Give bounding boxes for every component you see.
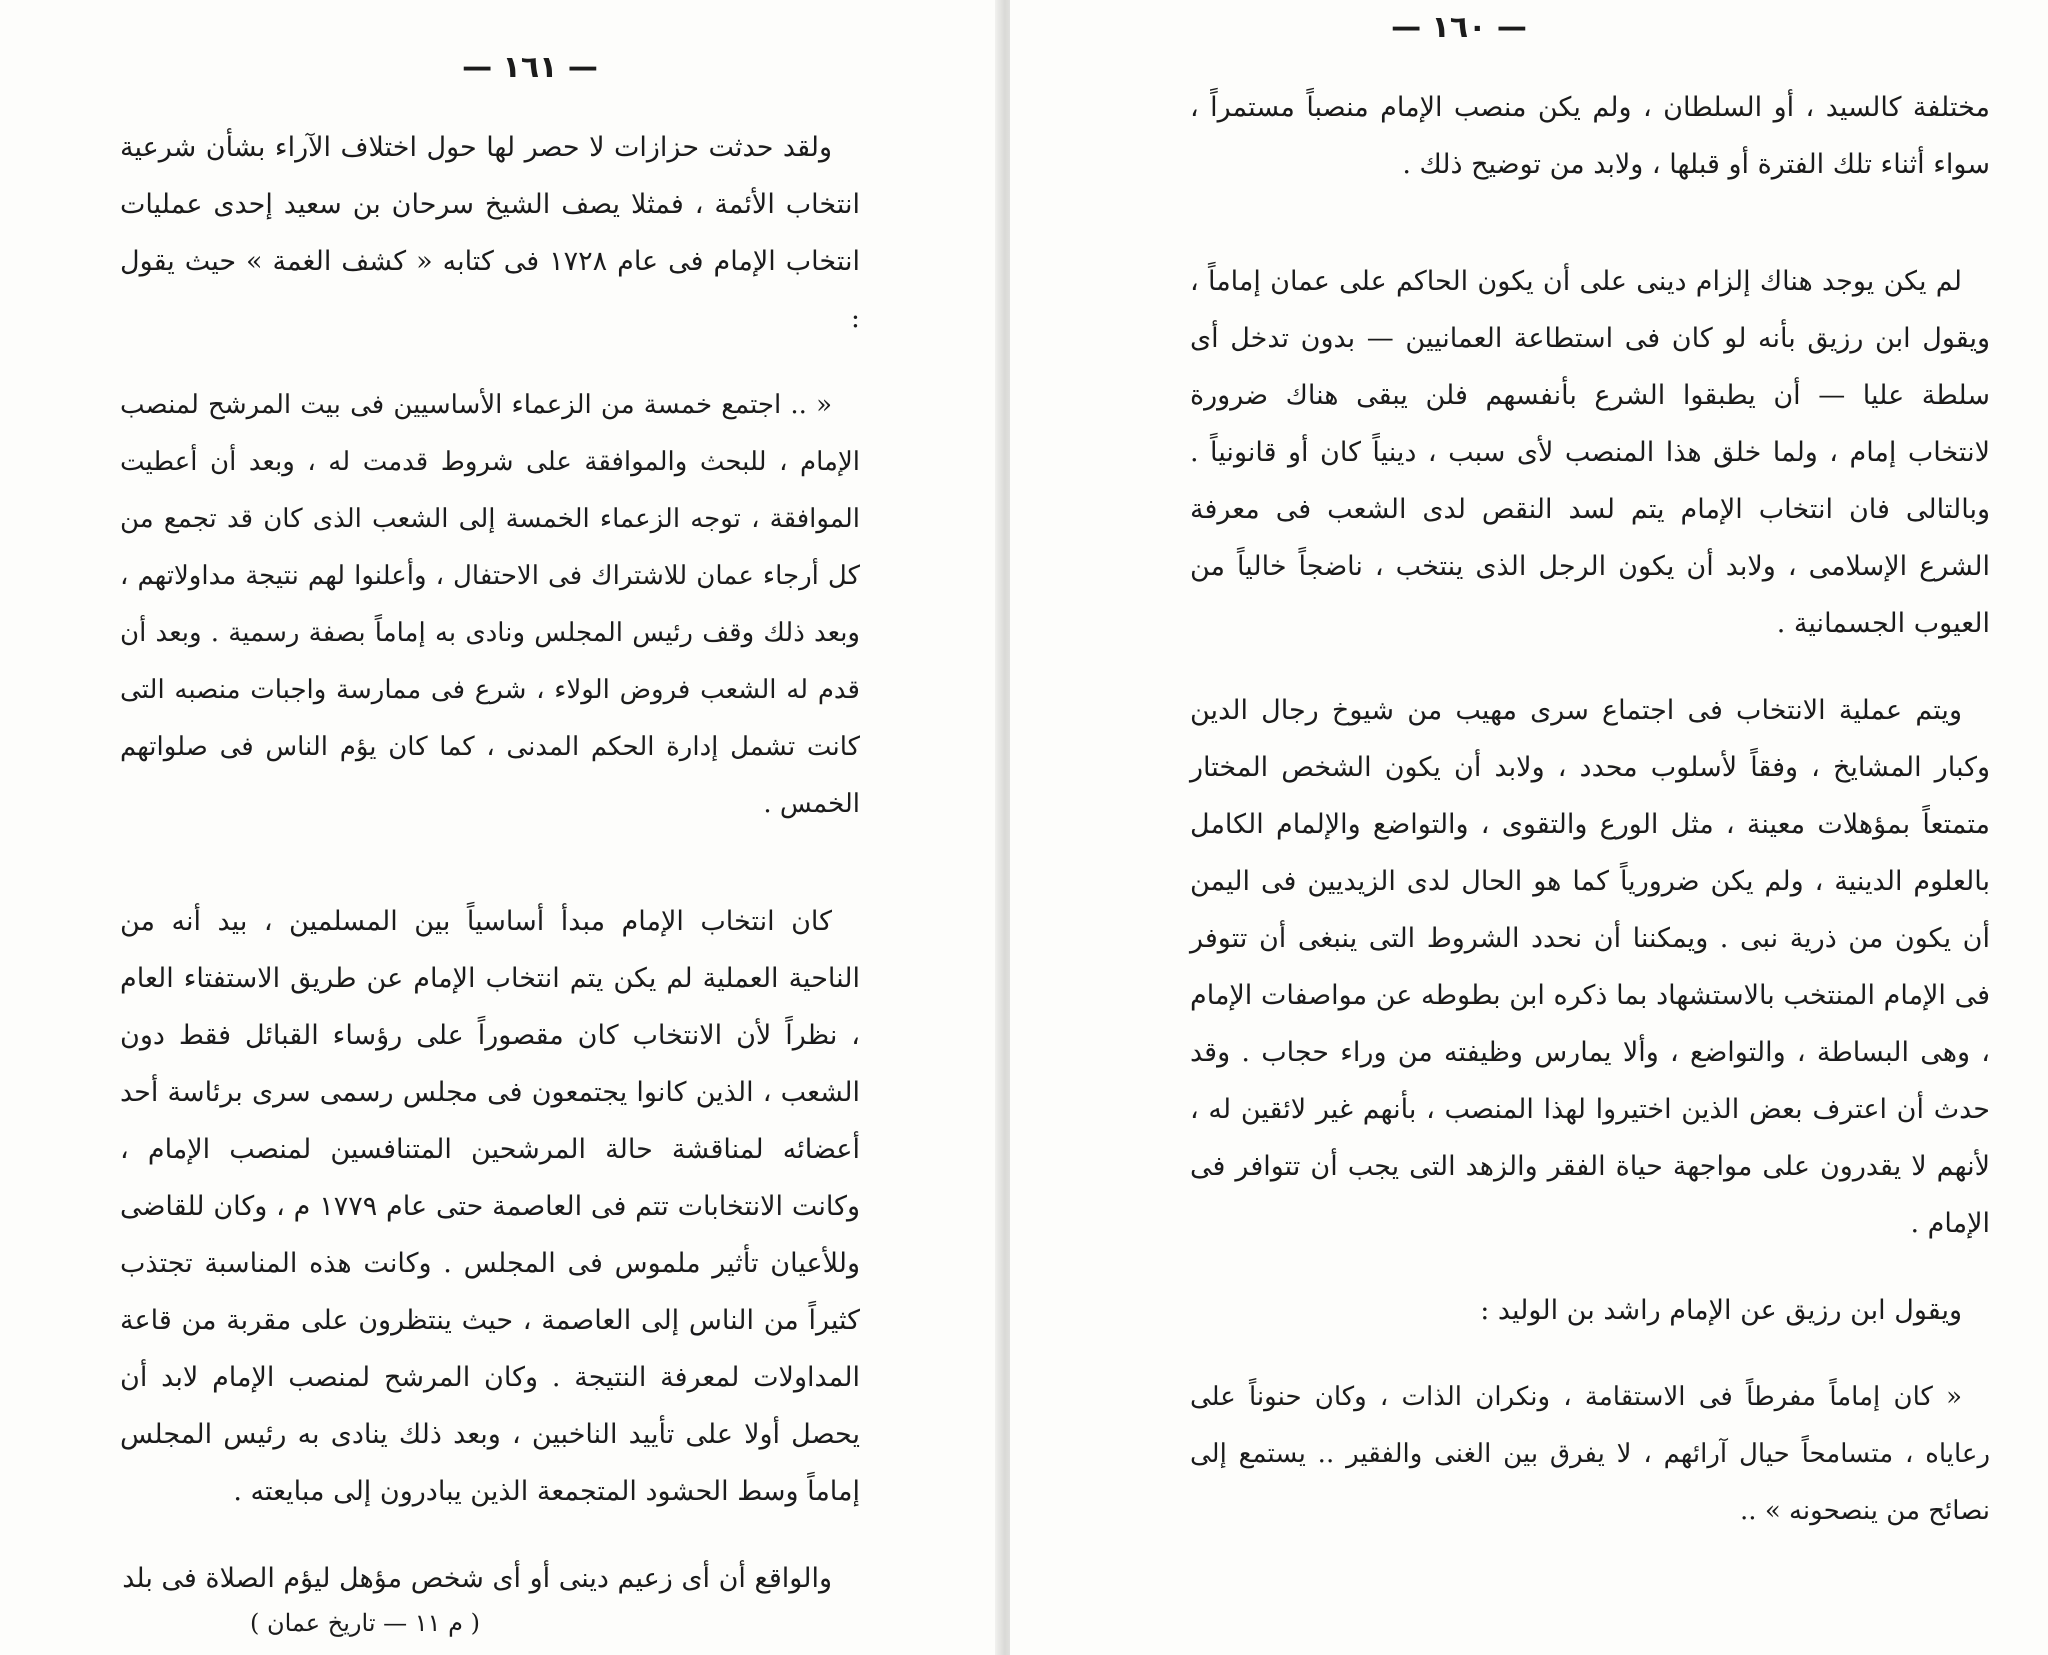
quotation: « كان إماماً مفرطاً فى الاستقامة ، ونكران الذات ، وكان حنوناً على رعاياه ، متسامحاً حيال آرائهم ، لا يفرق بين الغنى والفقير .. يستمع إلى نصائح من ينصحونه » ..: [1190, 1382, 1990, 1526]
page-body: [1190, 79, 1990, 1540]
page-number: — ١٦١ —: [462, 50, 598, 85]
paragraph: والواقع أن أى زعيم دينى أو أى شخص مؤهل ليؤم الصلاة فى بلد: [122, 1563, 832, 1594]
paragraph: ويتم عملية الانتخاب فى اجتماع سرى مهيب من شيوخ رجال الدين وكبار المشايخ ، وفقاً لأسلوب محدد ، ولابد أن يكون الشخص المختار متمتعاً بمؤهلات معينة ، مثل الورع والتقوى ، والتواضع والإلمام الكامل بالعلوم الدينية ، ولم يكن ضرورياً كما هو الحال لدى الزيديين فى اليمن أن يكون من ذرية نبى . ويمكننا أن نحدد الشروط التى ينبغى أن تتوفر فى الإمام المنتخب بالاستشهاد بما ذكره ابن بطوطه عن مواصفات الإمام ، وهى البساطة ، والتواضع ، وألا يمارس وظيفته من وراء حجاب . وقد حدث أن اعترف بعض الذين اختيروا لهذا المنصب ، بأنهم غير لائقين له ، لأنهم لا يقدرون على مواجهة حياة الفقر والزهد التى يجب أن تتوافر فى الإمام .: [1190, 695, 1990, 1239]
paragraph: مختلفة كالسيد ، أو السلطان ، ولم يكن منصب الإمام منصباً مستمراً ، سواء أثناء تلك الفترة أو قبلها ، ولابد من توضيح ذلك .: [1190, 92, 1990, 180]
paragraph: كان انتخاب الإمام مبدأ أساسياً بين المسلمين ، بيد أنه من الناحية العملية لم يكن يتم انتخاب الإمام عن طريق الاستفتاء العام ، نظراً لأن الانتخاب كان مقصوراً على رؤساء القبائل فقط دون الشعب ، الذين كانوا يجتمعون فى مجلس رسمى سرى برئاسة أحد أعضائه لمناقشة حالة المرشحين المتنافسين لمنصب الإمام ، وكانت الانتخابات تتم فى العاصمة حتى عام ١٧٧٩ م ، وكان للقاضى وللأعيان تأثير ملموس فى المجلس . وكانت هذه المناسبة تجتذب كثيراً من الناس إلى العاصمة ، حيث ينتظرون على مقربة من قاعة المداولات لمعرفة النتيجة . وكان المرشح لمنصب الإمام لابد أن يحصل أولا على تأييد الناخبين ، وبعد ذلك ينادى به رئيس المجلس إماماً وسط الحشود المتجمعة الذين يبادرون إلى مبايعته .: [120, 906, 860, 1507]
page-footer: ( م ١١ — تاريخ عمان ): [250, 1609, 481, 1637]
right-page: [1010, 0, 2048, 1655]
paragraph: ويقول ابن رزيق عن الإمام راشد بن الوليد :: [1480, 1295, 1962, 1326]
page-number: — ١٦٠ —: [1391, 10, 1527, 45]
left-page: [0, 0, 1000, 1655]
paragraph: لم يكن يوجد هناك إلزام دينى على أن يكون الحاكم على عمان إماماً ، ويقول ابن رزيق بأنه لو كان فى استطاعة العمانيين — بدون تدخل أى سلطة عليا — أن يطبقوا الشرع بأنفسهم فلن يبقى هناك ضرورة لانتخاب إمام ، ولما خلق هذا المنصب لأى سبب ، دينياً كان أو قانونياً . وبالتالى فان انتخاب الإمام يتم لسد النقص لدى الشعب فى معرفة الشرع الإسلامى ، ولابد أن يكون الرجل الذى ينتخب ، ناضجاً خالياً من العيوب الجسمانية .: [1190, 266, 1990, 639]
page-body: [120, 119, 860, 1607]
paragraph: ولقد حدثت حزازات لا حصر لها حول اختلاف الآراء بشأن شرعية انتخاب الأئمة ، فمثلا يصف الشيخ سرحان بن سعيد إحدى عمليات انتخاب الإمام فى عام ١٧٢٨ فى كتابه « كشف الغمة » حيث يقول :: [120, 132, 860, 334]
quotation: « .. اجتمع خمسة من الزعماء الأساسيين فى بيت المرشح لمنصب الإمام ، للبحث والموافقة على شروط قدمت له ، وبعد أن أعطيت الموافقة ، توجه الزعماء الخمسة إلى الشعب الذى كان قد تجمع من كل أرجاء عمان للاشتراك فى الاحتفال ، وأعلنوا لهم نتيجة مداولاتهم ، وبعد ذلك وقف رئيس المجلس ونادى به إماماً بصفة رسمية . وبعد أن قدم له الشعب فروض الولاء ، شرع فى ممارسة واجبات منصبه التى كانت تشمل إدارة الحكم المدنى ، كما كان يؤم الناس فى صلواتهم الخمس .: [120, 390, 860, 819]
